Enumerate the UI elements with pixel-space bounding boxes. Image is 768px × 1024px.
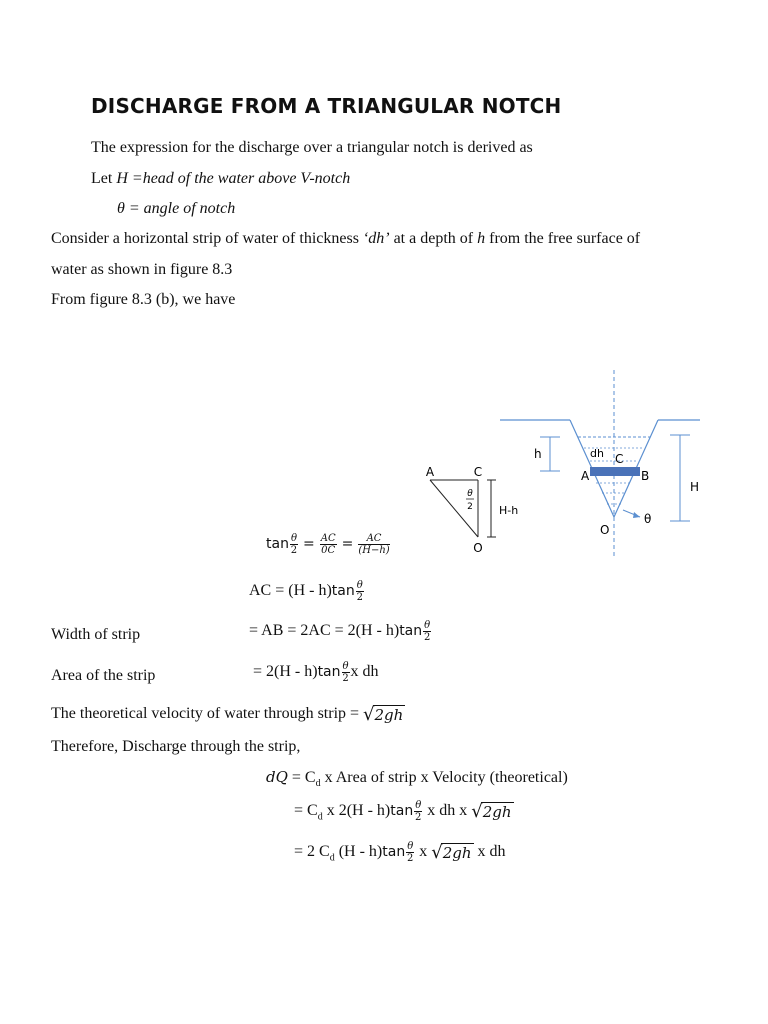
water-strip bbox=[590, 467, 640, 476]
label-big-h: H bbox=[690, 480, 700, 494]
velocity-line bbox=[51, 704, 405, 725]
equation-ac: AC = (H - h)tan $\frac{\theta}{2}$ bbox=[249, 580, 363, 603]
label-theta-frac-num: θ bbox=[467, 489, 473, 499]
theta-half-frac: $\frac{\theta}{2}$ bbox=[423, 620, 431, 643]
theta-half-frac: $\frac{\theta}{2}$ bbox=[356, 580, 363, 603]
let-word: Let bbox=[91, 170, 113, 187]
equation-dq-3: = 2 $C_d$ (H - h)tan $\frac{\theta}{2}$ x √2gh x dh bbox=[294, 841, 506, 864]
label-c-small: C bbox=[473, 465, 483, 479]
equation-width: = AB = 2AC = 2(H - h)tan $\frac{\theta}{2}$ bbox=[249, 620, 431, 643]
equation-dq-2: = $C_d$ x 2(H - h)tan $\frac{\theta}{2}$ x dh x √2gh bbox=[294, 800, 512, 823]
consider-text-c: from the free surface of bbox=[489, 230, 641, 247]
let-line bbox=[91, 170, 350, 188]
area-label: Area of the strip bbox=[51, 667, 156, 684]
theta-half-frac: $\frac{\theta}{2}$ bbox=[415, 800, 422, 823]
label-b-big: B bbox=[641, 469, 650, 483]
ac-over-hh-frac: $\frac{AC}{(H-h)}$ bbox=[358, 533, 390, 556]
label-theta-big: θ bbox=[644, 512, 652, 526]
ac-over-oc-frac: $\frac{AC}{0C}$ bbox=[320, 533, 336, 556]
theta-half-frac: $\frac{\theta}{2}$ bbox=[290, 533, 298, 556]
consider-dh: ‘dh’ bbox=[362, 230, 390, 247]
theta-half-frac: $\frac{\theta}{2}$ bbox=[342, 661, 349, 684]
equals-1: = bbox=[302, 536, 315, 553]
h-definition: =head of the water above V-notch bbox=[131, 170, 351, 187]
equation-dq-1: dQ = $C_d$ x Area of strip x Velocity (theoretical) bbox=[266, 768, 568, 790]
page-title: DISCHARGE FROM A TRIANGULAR NOTCH bbox=[91, 94, 562, 118]
area-eq-text: = 2(H - h) bbox=[253, 663, 318, 681]
intro-text: The expression for the discharge over a triangular notch is derived as bbox=[91, 139, 533, 156]
consider-text-a: Consider a horizontal strip of water of thickness bbox=[51, 230, 359, 247]
h-symbol: H bbox=[116, 170, 128, 187]
sqrt-2gh: √2gh bbox=[363, 704, 404, 725]
v-notch-figure bbox=[420, 365, 710, 565]
theta-half-frac: $\frac{\theta}{2}$ bbox=[407, 841, 414, 864]
equals-2: = bbox=[341, 536, 354, 553]
v-notch-section-diagram bbox=[500, 370, 700, 557]
label-o-small: O bbox=[473, 541, 483, 555]
velocity-text: The theoretical velocity of water through strip = bbox=[51, 705, 360, 723]
label-a-big: A bbox=[581, 469, 590, 483]
sqrt-2gh: √2gh bbox=[431, 842, 472, 863]
sqrt-2gh: √2gh bbox=[471, 801, 512, 822]
consider-line-1 bbox=[51, 230, 640, 248]
consider-h: h bbox=[477, 230, 486, 247]
label-h-minus-h: H-h bbox=[499, 504, 519, 517]
width-label: Width of strip bbox=[51, 626, 141, 643]
label-h-small: h bbox=[534, 447, 542, 461]
label-c-big: C bbox=[615, 452, 624, 466]
ac-eq-text: AC = (H - h) bbox=[249, 582, 332, 600]
consider-text-b: at a depth of bbox=[393, 230, 474, 247]
consider-line-2: water as shown in figure 8.3 bbox=[51, 261, 233, 278]
dq-symbol: dQ bbox=[266, 768, 288, 786]
label-o-big: O bbox=[600, 523, 610, 537]
from-figure-text: From figure 8.3 (b), we have bbox=[51, 291, 236, 308]
equation-tan bbox=[266, 533, 391, 556]
therefore-text: Therefore, Discharge through the strip, bbox=[51, 738, 301, 755]
small-triangle-diagram bbox=[426, 465, 518, 555]
label-a-small: A bbox=[425, 465, 435, 479]
equation-area: = 2(H - h)tan $\frac{\theta}{2}$ x dh bbox=[253, 661, 379, 684]
theta-arrow-head bbox=[633, 512, 640, 518]
theta-definition: θ = angle of notch bbox=[117, 200, 236, 217]
label-dh: dh bbox=[590, 447, 604, 460]
label-theta-frac-den: 2 bbox=[467, 502, 473, 512]
width-eq-text: = AB = 2AC = 2(H - h) bbox=[249, 622, 400, 640]
tan-fn: tan bbox=[266, 536, 289, 553]
